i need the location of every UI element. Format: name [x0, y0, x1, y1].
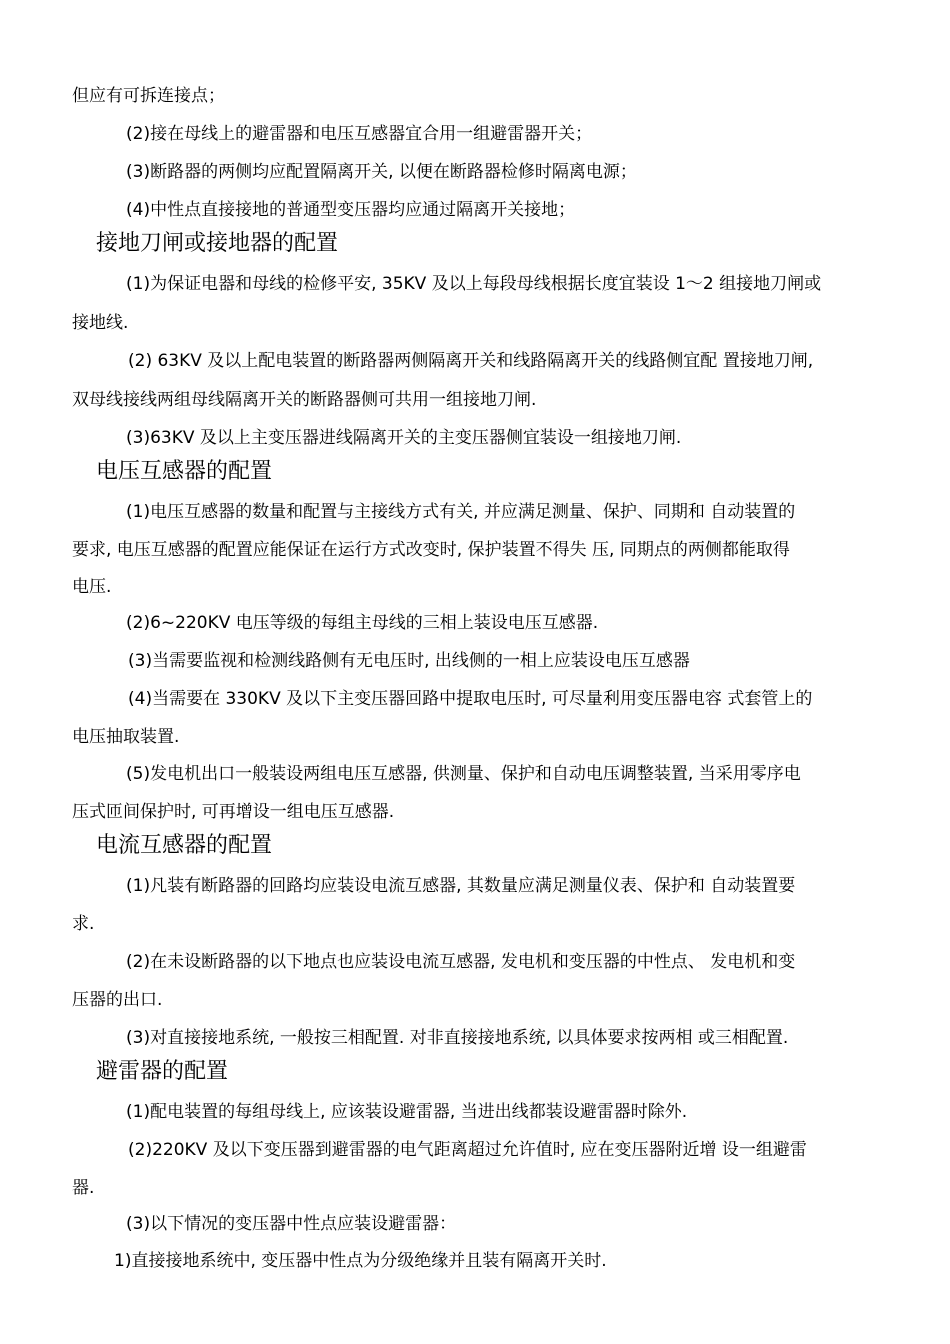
text-line: 压器的出口.	[72, 990, 163, 1010]
text-line: (3)对直接接地系统, 一般按三相配置. 对非直接接地系统, 以具体要求按两相 或三相配置.	[126, 1028, 789, 1048]
text-line: (5)发电机出口一般装设两组电压互感器, 供测量、保护和自动电压调整装置, 当采用零序电	[126, 764, 801, 784]
text-line: 要求, 电压互感器的配置应能保证在运行方式改变时, 保护装置不得失 压, 同期点的两侧都能取得	[72, 540, 790, 560]
text-line: 电压抽取装置.	[72, 727, 180, 747]
text-line: (2)接在母线上的避雷器和电压互感器宜合用一组避雷器开关；	[126, 124, 593, 144]
text-line: (2)220KV 及以下变压器到避雷器的电气距离超过允许值时, 应在变压器附近增 设一组避雷	[128, 1140, 807, 1160]
section-heading: 接地刀闸或接地器的配置	[96, 231, 339, 256]
text-line: (1)电压互感器的数量和配置与主接线方式有关, 并应满足测量、保护、同期和 自动装置的	[126, 502, 796, 522]
text-line: 双母线接线两组母线隔离开关的断路器侧可共用一组接地刀闸.	[72, 390, 537, 410]
text-line: 1)直接接地系统中, 变压器中性点为分级绝缘并且装有隔离开关时.	[114, 1251, 607, 1271]
text-line: (2)在未设断路器的以下地点也应装设电流互感器, 发电机和变压器的中性点、 发电机和变	[126, 952, 796, 972]
text-line: 电压.	[72, 577, 112, 597]
text-line: (1)为保证电器和母线的检修平安, 35KV 及以上每段母线根据长度宜装设 1〜2 组接地刀闸或	[126, 274, 822, 294]
text-line: (2) 63KV 及以上配电装置的断路器两侧隔离开关和线路隔离开关的线路侧宜配 置接地刀闸,	[128, 351, 814, 371]
text-line: (3)以下情况的变压器中性点应装设避雷器：	[126, 1214, 457, 1234]
section-heading: 避雷器的配置	[96, 1059, 229, 1084]
text-line: 但应有可拆连接点；	[72, 86, 225, 106]
section-heading: 电压互感器的配置	[96, 459, 273, 484]
section-heading: 电流互感器的配置	[96, 833, 273, 858]
text-line: (4)当需要在 330KV 及以下主变压器回路中提取电压时, 可尽量利用变压器电容 式套管上的	[128, 689, 813, 709]
text-line: (2)6~220KV 电压等级的每组主母线的三相上装设电压互感器.	[126, 613, 599, 633]
text-line: 求.	[72, 914, 95, 934]
text-line: 器.	[72, 1178, 95, 1198]
text-line: (3)当需要监视和检测线路侧有无电压时, 出线侧的一相上应装设电压互感器	[128, 651, 690, 671]
text-line: (3)63KV 及以上主变压器进线隔离开关的主变压器侧宜装设一组接地刀闸.	[126, 428, 682, 448]
text-line: (3)断路器的两侧均应配置隔离开关, 以便在断路器检修时隔离电源；	[126, 162, 637, 182]
text-line: (1)凡装有断路器的回路均应装设电流互感器, 其数量应满足测量仪表、保护和 自动装置要	[126, 876, 796, 896]
text-line: (4)中性点直接接地的普通型变压器均应通过隔离开关接地；	[126, 200, 576, 220]
text-line: 接地线.	[72, 313, 129, 333]
text-line: (1)配电装置的每组母线上, 应该装设避雷器, 当进出线都装设避雷器时除外.	[126, 1102, 688, 1122]
text-line: 压式匝间保护时, 可再增设一组电压互感器.	[72, 802, 395, 822]
